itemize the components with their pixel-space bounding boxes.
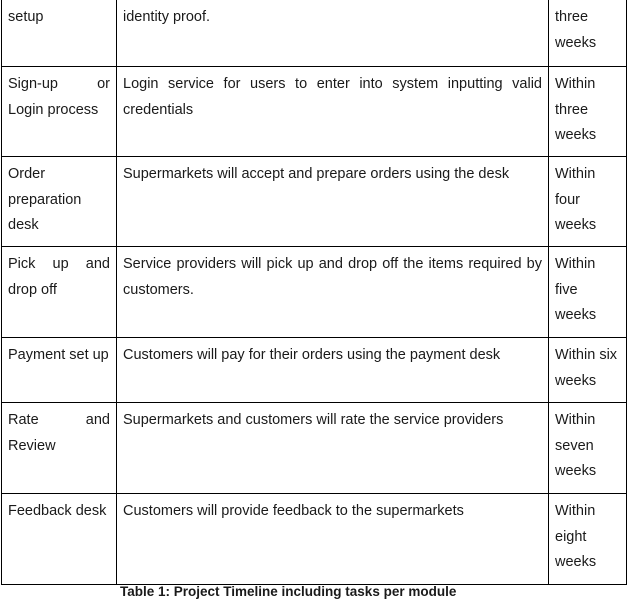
table-row (2, 0, 627, 67)
description-cell: Customers will provide feedback to the supermarkets (117, 494, 549, 585)
timeline-cell: three weeks (549, 0, 627, 67)
module-cell: Payment set up (2, 338, 117, 403)
timeline-table (1, 0, 627, 585)
table-row (2, 157, 627, 247)
timeline-cell: Within four weeks (549, 157, 627, 247)
module-cell: Rate and Review (2, 403, 117, 494)
description-cell: Supermarkets will accept and prepare orders using the desk (117, 157, 549, 247)
description-cell: identity proof. (117, 0, 549, 67)
table-row (2, 338, 627, 403)
module-cell: Pick up and drop off (2, 247, 117, 338)
description-cell: Login service for users to enter into system inputting valid credentials (117, 67, 549, 157)
table-row (2, 247, 627, 338)
table-row (2, 403, 627, 494)
timeline-cell: Within five weeks (549, 247, 627, 338)
timeline-cell: Within eight weeks (549, 494, 627, 585)
timeline-cell: Within seven weeks (549, 403, 627, 494)
description-cell: Service providers will pick up and drop off the items required by customers. (117, 247, 549, 338)
module-cell: setup (2, 0, 117, 67)
timeline-cell: Within three weeks (549, 67, 627, 157)
module-cell: Feedback desk (2, 494, 117, 585)
table-row (2, 494, 627, 585)
description-cell: Supermarkets and customers will rate the service providers (117, 403, 549, 494)
table-caption: Table 1: Project Timeline including tasks per module (120, 584, 457, 599)
timeline-cell: Within six weeks (549, 338, 627, 403)
description-cell: Customers will pay for their orders using the payment desk (117, 338, 549, 403)
module-cell: Sign-up or Login process (2, 67, 117, 157)
module-cell: Order preparation desk (2, 157, 117, 247)
table-row (2, 67, 627, 157)
